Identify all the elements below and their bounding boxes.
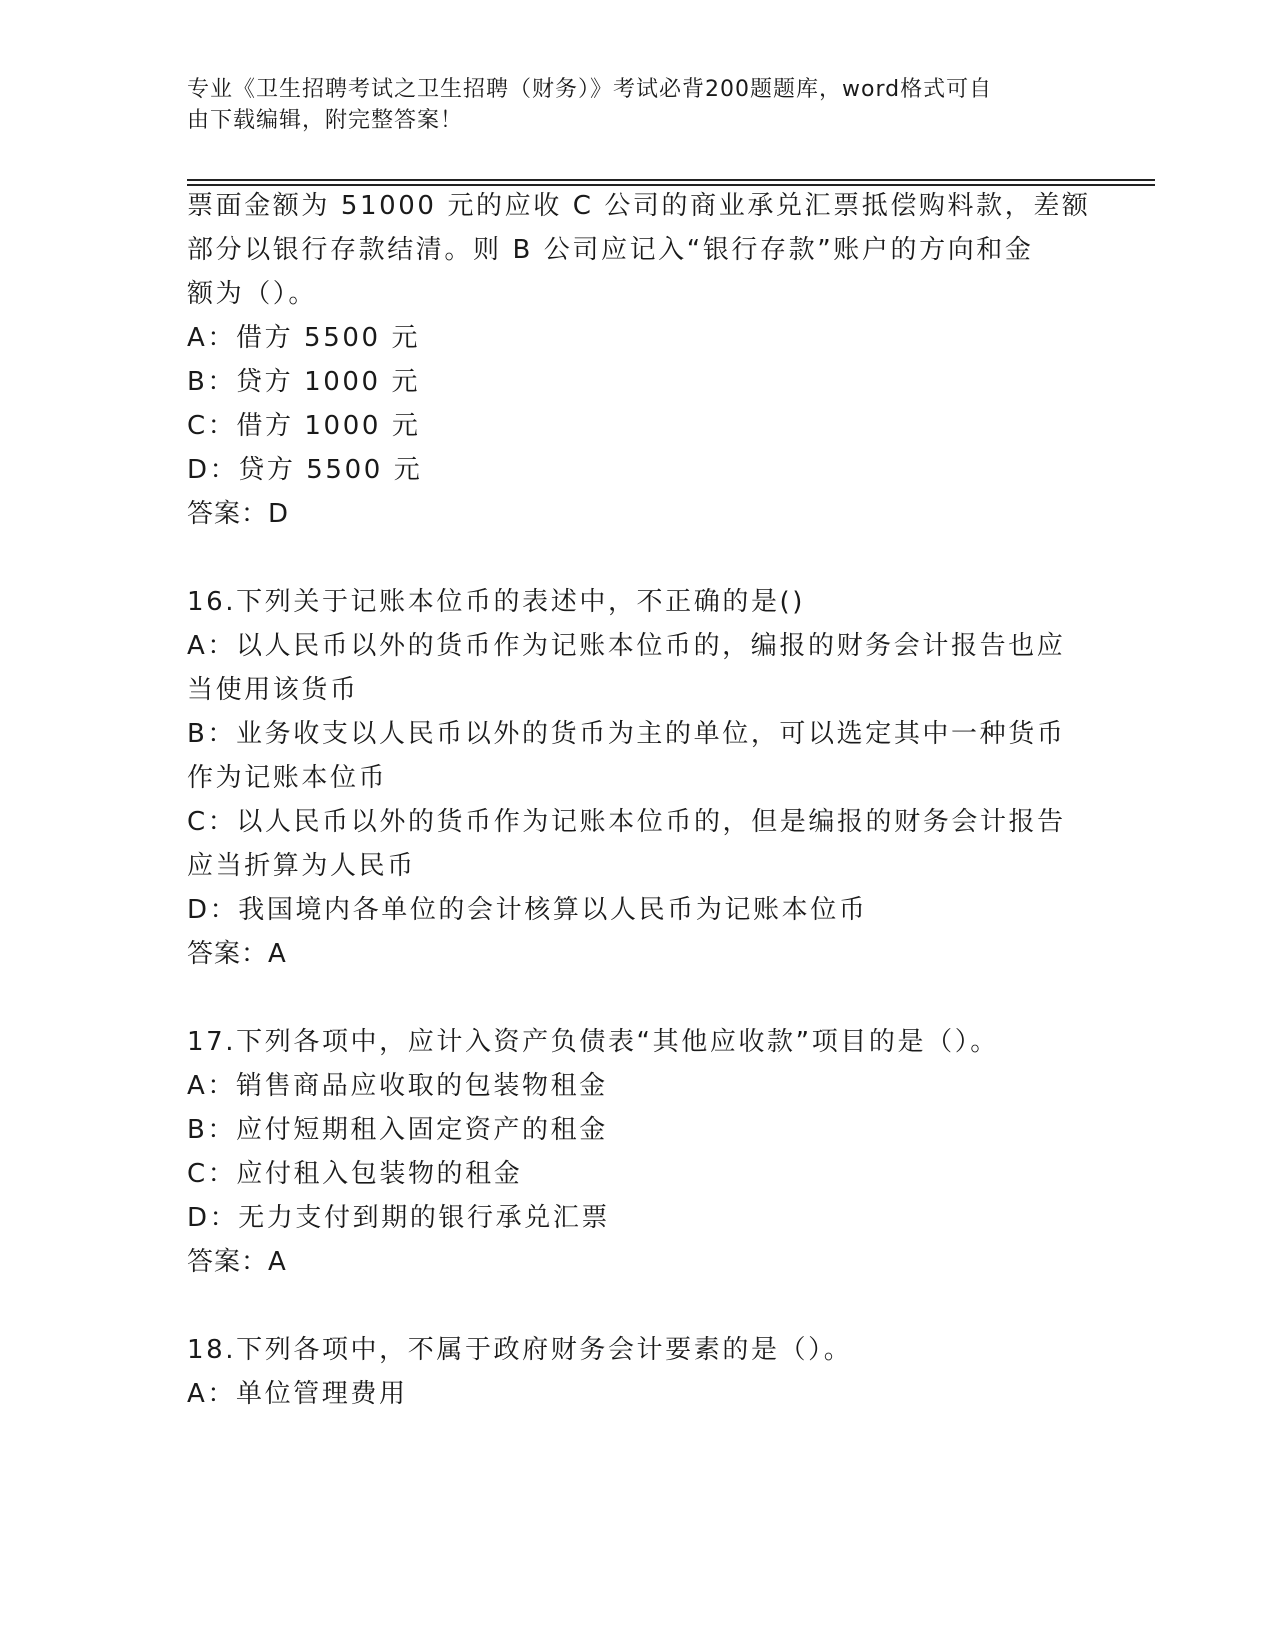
- q17-option-c: C：应付租入包装物的租金: [187, 1159, 523, 1189]
- header-line-1: 专业《卫生招聘考试之卫生招聘（财务）》考试必背200题题库，word格式可自: [187, 77, 993, 102]
- q16-option-b-line-1: B：业务收支以人民币以外的货币为主的单位，可以选定其中一种货币: [187, 719, 1066, 749]
- q15-stem-line-2: 部分以银行存款结清。则 B 公司应记入“银行存款”账户的方向和金: [187, 235, 1034, 265]
- document-header: [187, 74, 1067, 136]
- q15-answer: 答案：D: [187, 499, 290, 529]
- q17-option-b: B：应付短期租入固定资产的租金: [187, 1115, 608, 1145]
- header-divider-bottom: [187, 184, 1155, 186]
- q16-answer: 答案：A: [187, 939, 287, 969]
- q15-option-a: A：借方 5500 元: [187, 323, 421, 353]
- q16-option-d: D：我国境内各单位的会计核算以人民币为记账本位币: [187, 895, 868, 925]
- q16-stem: 16.下列关于记账本位币的表述中，不正确的是(): [187, 587, 806, 617]
- q15-option-c: C：借方 1000 元: [187, 411, 421, 441]
- q17-stem: 17.下列各项中，应计入资产负债表“其他应收款”项目的是（）。: [187, 1027, 999, 1057]
- q15-stem-line-3: 额为（）。: [187, 279, 318, 309]
- q15-stem-line-1: 票面金额为 51000 元的应收 C 公司的商业承兑汇票抵偿购料款，差额: [187, 191, 1091, 221]
- q16-option-a-line-2: 当使用该货币: [187, 675, 359, 705]
- header-divider-top: [187, 179, 1155, 181]
- q16-option-b-line-2: 作为记账本位币: [187, 763, 388, 793]
- q16-option-c-line-1: C：以人民币以外的货币作为记账本位币的，但是编报的财务会计报告: [187, 807, 1066, 837]
- q17-answer: 答案：A: [187, 1247, 287, 1277]
- q15-option-b: B：贷方 1000 元: [187, 367, 421, 397]
- q18-stem: 18.下列各项中，不属于政府财务会计要素的是（）。: [187, 1335, 853, 1365]
- q16-option-a-line-1: A：以人民币以外的货币作为记账本位币的，编报的财务会计报告也应: [187, 631, 1066, 661]
- q17-option-a: A：销售商品应收取的包装物租金: [187, 1071, 608, 1101]
- q16-option-c-line-2: 应当折算为人民币: [187, 851, 416, 881]
- q18-option-a: A：单位管理费用: [187, 1379, 408, 1409]
- q17-option-d: D：无力支付到期的银行承兑汇票: [187, 1203, 611, 1233]
- header-line-2: 由下载编辑，附完整答案！: [187, 108, 464, 133]
- q15-option-d: D：贷方 5500 元: [187, 455, 423, 485]
